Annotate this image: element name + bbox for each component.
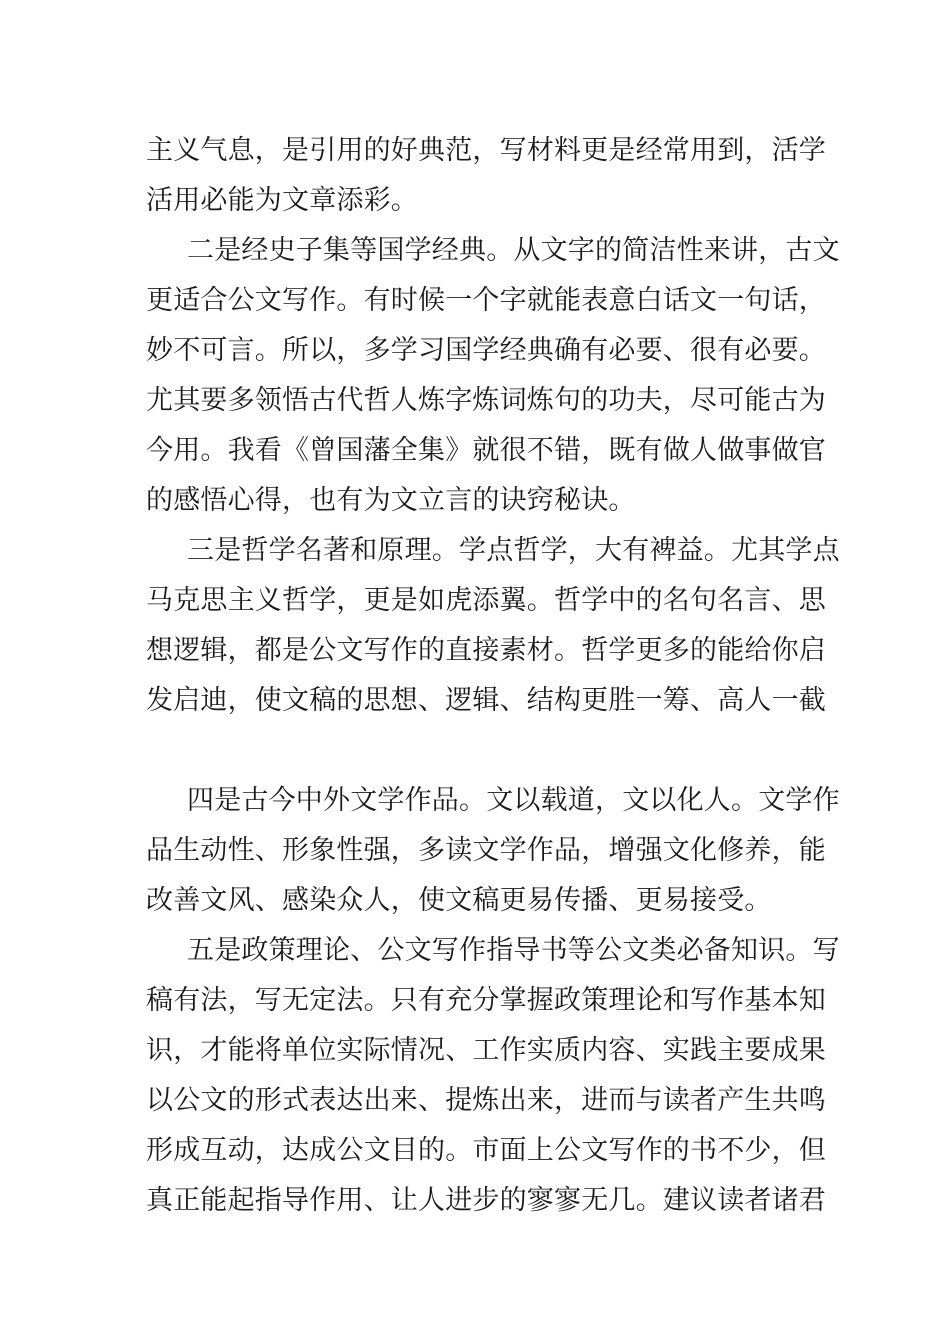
text-line: 发启迪，使文稿的思想、逻辑、结构更胜一筹、高人一截 (146, 685, 826, 716)
text-line: 更适合公文写作。有时候一个字就能表意白话文一句话， (146, 285, 826, 316)
text-line: 稿有法，写无定法。只有充分掌握政策理论和写作基本知 (146, 985, 826, 1016)
text-line: 以公文的形式表达出来、提炼出来，进而与读者产生共鸣 (146, 1085, 826, 1116)
text-line: 主义气息，是引用的好典范，写材料更是经常用到，活学 (146, 135, 826, 166)
text-line: 妙不可言。所以，多学习国学经典确有必要、很有必要。 (146, 335, 826, 366)
paragraph-start-line: 三是哲学名著和原理。学点哲学，大有裨益。尤其学点 (187, 535, 840, 566)
paragraph-start-line: 四是古今中外文学作品。文以载道，文以化人。文学作 (187, 785, 840, 816)
paragraph-start-line: 二是经史子集等国学经典。从文字的简洁性来讲，古文 (187, 235, 840, 266)
text-line: 尤其要多领悟古代哲人炼字炼词炼句的功夫，尽可能古为 (146, 385, 826, 416)
text-line: 活用必能为文章添彩。 (146, 185, 418, 216)
paragraph-start-line: 五是政策理论、公文写作指导书等公文类必备知识。写 (187, 935, 840, 966)
text-line: 的感悟心得，也有为文立言的诀窍秘诀。 (146, 485, 636, 516)
text-line: 形成互动，达成公文目的。市面上公文写作的书不少，但 (146, 1135, 826, 1166)
text-line: 改善文风、感染众人，使文稿更易传播、更易接受。 (146, 885, 772, 916)
text-line: 想逻辑，都是公文写作的直接素材。哲学更多的能给你启 (146, 635, 826, 666)
text-line: 品生动性、形象性强，多读文学作品，增强文化修养，能 (146, 835, 826, 866)
text-line: 今用。我看《曾国藩全集》就很不错，既有做人做事做官 (146, 435, 826, 466)
text-line: 识，才能将单位实际情况、工作实质内容、实践主要成果 (146, 1035, 826, 1066)
text-line: 真正能起指导作用、让人进步的寥寥无几。建议读者诸君 (146, 1185, 826, 1216)
text-line: 马克思主义哲学，更是如虎添翼。哲学中的名句名言、思 (146, 585, 826, 616)
